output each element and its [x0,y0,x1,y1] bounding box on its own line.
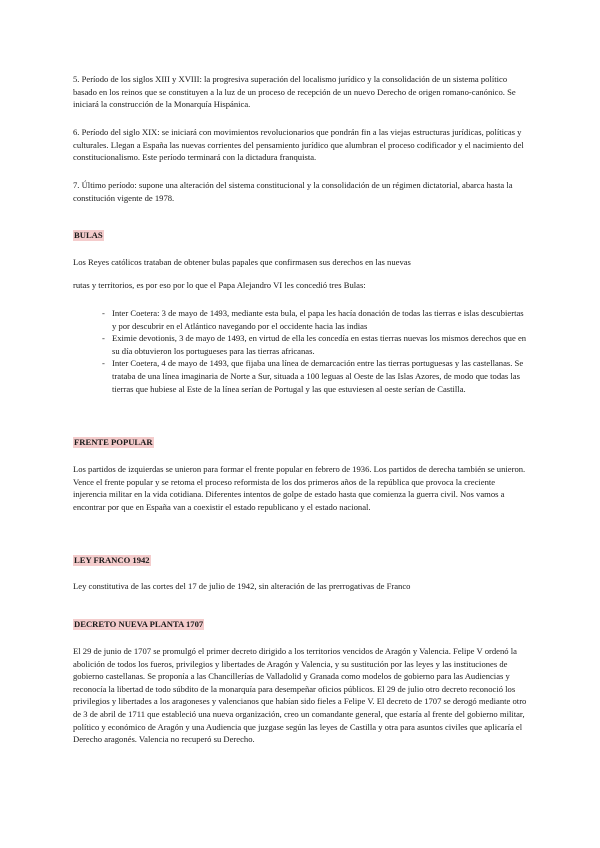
bula-eximie-devotionis: Eximie devotionis, 3 de mayo de 1493, en virtud de ella les concedía en estas tierras nuevas los mismos derechos que en su día obtuvieron los portugueses para las tierras africanas. [112,333,527,356]
ley-franco-heading: LEY FRANCO 1942 [74,555,150,565]
bulas-list-item: - Inter Coetera: 3 de mayo de 1493, mediante esta bula, el papa les hacía donación de todas las tierras e islas descubiertas y por descubrir en el Atlántico navegando por el occidente hacia las indias [108,307,528,332]
bulas-list-item: - Inter Coetera, 4 de mayo de 1493, que fijaba una línea de demarcación entre las tierras portuguesas y las castellanas. Se trataba de una línea imaginaria de Norte a Sur, situada a 100 leguas al Oeste de las Islas Azores, de modo que todas las tierras que hubiese al Este de la línea serían de Portugal y las que estuviesen al oeste serían de Castilla. [108,357,528,395]
bulas-list-item: - Eximie devotionis, 3 de mayo de 1493, en virtud de ella les concedía en estas tierras nuevas los mismos derechos que en su día obtuvieron los portugueses para las tierras africanas. [102,333,527,356]
bula-inter-coetera-2: Inter Coetera, 4 de mayo de 1493, que fijaba una línea de demarcación entre las tierras portuguesas y las castellanas. Se trataba de una línea imaginaria de Norte a Sur, situada a 100 leguas al Oeste de las Islas Azores, de modo que todas las tierras que hubiese al Este de la línea serían de Portugal y las que estuviesen al oeste serían de Castilla. [112,358,524,394]
frente-popular-heading: FRENTE POPULAR [74,437,153,447]
bulas-list [102,307,528,395]
decreto-nueva-planta-paragraph: El 29 de junio de 1707 se promulgó el primer decreto dirigido a los territorios vencidos de Aragón y Valencia. Felipe V ordenó la abolición de todos los fueros, privilegios y libertades de Aragón y Valencia, y su sustitución por las leyes y las instituciones de gobierno castellanas. Se proponía a las Chancillerías de Valladolid y Granada como modelos de gobierno para las Audiencias y reconocía la libertad de todo súbdito de la monarquía para desempeñar oficios públicos. El 29 de julio otro decreto reconoció los privilegios y libertades a los aragoneses y valencianos que habían sido fieles a Felipe V. El decreto de 1707 se derogó mediante otro de 3 de abril de 1711 que estableció una nueva organización, creo un comandante general, que estaría al frente del gobierno militar, político y económico de Aragón y una Audiencia que juzgase según las leyes de Castilla y otra para asuntos civiles que aplicaría el Derecho aragonés. Valencia no recuperó su Derecho. [73,646,527,745]
frente-popular-paragraph: Los partidos de izquierdas se unieron para formar el frente popular en febrero de 1936. Los partidos de derecha también se unieron. Vence el frente popular y se retoma el proceso reformista de los dos primeros años de la república que provoca la creciente injerencia militar en la vida cotidiana. Diferentes intentos de golpe de estado hasta que comienza la guerra civil. Nos vamos a encontrar por que en España van a coexistir el estado republicano y el estado nacional. [73,464,526,512]
bulas-intro-line-2: rutas y territorios, es por eso por lo que el Papa Alejandro VI les concedió tres Bulas: [73,280,366,290]
bula-inter-coetera-1: Inter Coetera: 3 de mayo de 1493, mediante esta bula, el papa les hacía donación de todas las tierras e islas descubiertas y por descubrir en el Atlántico navegando por el occidente hacia las indias [112,308,524,331]
bulas-heading: BULAS [74,230,103,240]
ley-franco-paragraph: Ley constitutiva de las cortes del 17 de julio de 1942, sin alteración de las prerrogativas de Franco [73,581,411,591]
period-5-paragraph: 5. Período de los siglos XIII y XVIII: la progresiva superación del localismo jurídico y la consolidación de un sistema político basado en los reinos que se constituyen a la luz de un proceso de recepción de un nuevo Derecho de origen romano-canónico. Se iniciará la construcción de la Monarquía Hispánica. [73,74,516,110]
bulas-intro-line-1: Los Reyes católicos trataban de obtener bulas papales que confirmasen sus derechos en las nuevas [73,257,411,267]
period-7-paragraph: 7. Último período: supone una alteración del sistema constitucional y la consolidación de un régimen dictatorial, abarca hasta la constitución vigente de 1978. [73,180,513,203]
period-6-paragraph: 6. Período del siglo XIX: se iniciará con movimientos revolucionarios que pondrán fin a las viejas estructuras jurídicas, políticas y culturales. Llegan a España las nuevas corrientes del pensamiento jurídico que alumbran el proceso codificador y el nacimiento del constitucionalismo. Este período terminará con la dictadura franquista. [73,127,524,163]
decreto-nueva-planta-heading: DECRETO NUEVA PLANTA 1707 [74,619,204,629]
